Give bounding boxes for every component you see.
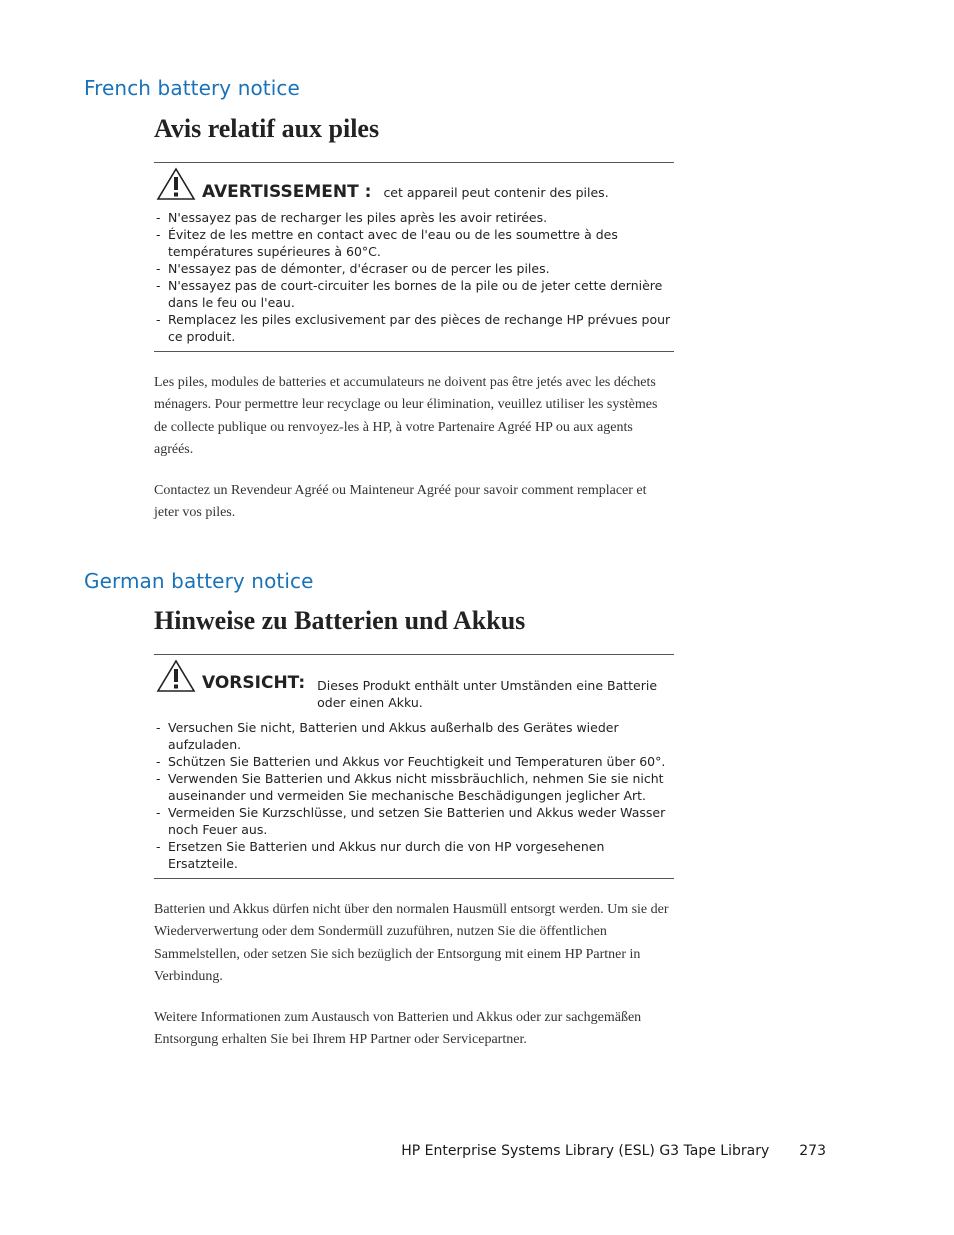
german-notice-title: Hinweise zu Batterien und Akkus — [154, 606, 526, 635]
german-warning-list — [156, 719, 672, 872]
list-item: - Ersetzen Sie Batterien und Akkus nur durch die von HP vorgesehenen Ersatzteile. — [156, 838, 672, 872]
german-paragraph-info: Weitere Informationen zum Austausch von Batterien und Akkus oder zur sachgemäßen Entsorgung erhalten Sie bei Ihrem HP Partner oder Servicepartner. — [154, 1009, 642, 1048]
german-warning-label: VORSICHT: — [202, 672, 306, 693]
french-warning-label: AVERTISSEMENT : — [202, 181, 372, 202]
german-warning-text: Dieses Produkt enthält unter Umständen eine Batterie oder einen Akku. — [317, 677, 658, 710]
german-warning-box — [154, 654, 674, 879]
list-item: - Évitez de les mettre en contact avec de l'eau ou de les soumettre à des températures supérieures à 60°C. — [156, 226, 672, 260]
list-item: - N'essayez pas de démonter, d'écraser ou de percer les piles. — [156, 260, 672, 277]
list-item: - Remplacez les piles exclusivement par des pièces de rechange HP prévues pour ce produit. — [156, 311, 672, 345]
french-paragraph-disposal: Les piles, modules de batteries et accumulateurs ne doivent pas être jetés avec les déchets ménagers. Pour permettre leur recyclage ou leur élimination, veuillez utiliser les systèmes de collecte publique ou renvoyez-les à HP, à votre Partenaire Agréé HP ou aux agents agréés. — [154, 374, 658, 458]
german-notice — [154, 606, 674, 1052]
french-notice — [154, 114, 674, 525]
page-number: 273 — [799, 1143, 826, 1159]
list-item: - Schützen Sie Batterien und Akkus vor Feuchtigkeit und Temperaturen über 60°. — [156, 753, 672, 770]
french-paragraph-contact: Contactez un Revendeur Agréé ou Mainteneur Agréé pour savoir comment remplacer et jeter vos piles. — [154, 482, 647, 521]
list-item: - Versuchen Sie nicht, Batterien und Akkus außerhalb des Gerätes wieder aufzuladen. — [156, 719, 672, 753]
french-notice-title: Avis relatif aux piles — [154, 114, 380, 143]
french-warning-header — [156, 167, 672, 201]
german-section-heading: German battery notice — [84, 569, 314, 593]
list-item: - N'essayez pas de recharger les piles après les avoir retirées. — [156, 209, 672, 226]
french-section-heading: French battery notice — [84, 76, 300, 100]
german-warning-header — [156, 659, 672, 711]
french-warning-box — [154, 162, 674, 352]
warning-triangle-icon — [156, 659, 196, 693]
french-warning-text: cet appareil peut contenir des piles. — [383, 184, 609, 200]
list-item: - N'essayez pas de court-circuiter les bornes de la pile ou de jeter cette dernière dans le feu ou l'eau. — [156, 277, 672, 311]
warning-triangle-icon — [156, 167, 196, 201]
list-item: - Verwenden Sie Batterien und Akkus nicht missbräuchlich, nehmen Sie sie nicht auseinander und vermeiden Sie mechanische Beschädigungen jeglicher Art. — [156, 770, 672, 804]
french-warning-list — [156, 209, 672, 345]
page-footer — [0, 1143, 826, 1159]
german-paragraph-disposal: Batterien und Akkus dürfen nicht über den normalen Hausmüll entsorgt werden. Um sie der Wiederverwertung oder dem Sondermüll zuzuführen, nutzen Sie die öffentlichen Sammelstellen, oder setzen Sie sich bezüglich der Entsorgung mit einem HP Partner in Verbindung. — [154, 901, 669, 985]
footer-doc-title: HP Enterprise Systems Library (ESL) G3 Tape Library — [401, 1143, 770, 1159]
list-item: - Vermeiden Sie Kurzschlüsse, und setzen Sie Batterien und Akkus weder Wasser noch Feuer aus. — [156, 804, 672, 838]
